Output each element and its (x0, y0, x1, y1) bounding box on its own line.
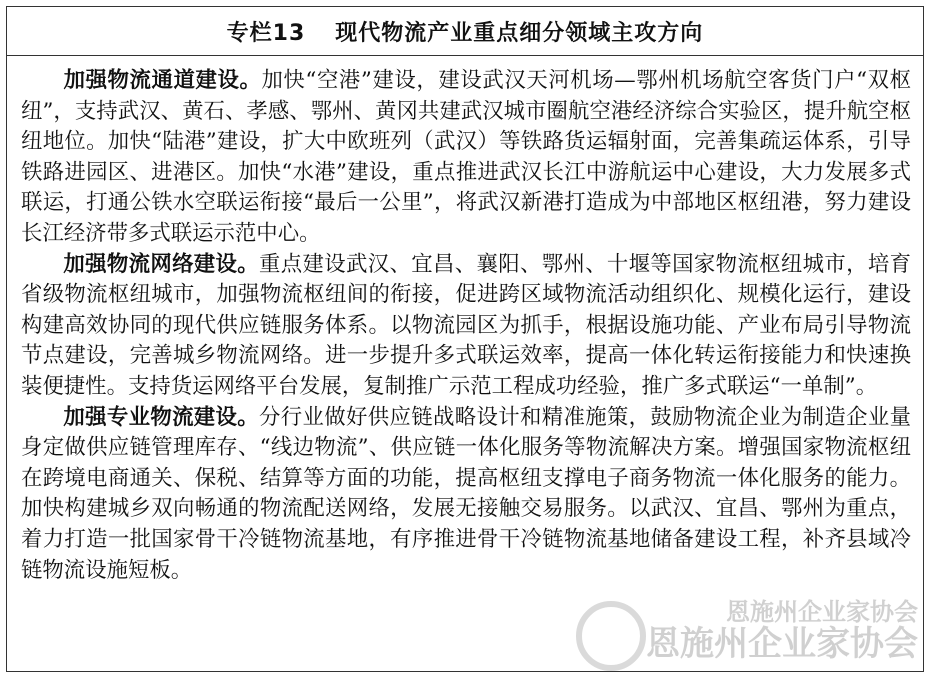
panel-body (7, 56, 923, 586)
watermark-line-2: 恩施州企业家协会 (646, 623, 918, 664)
watermark-logo-icon (576, 601, 646, 671)
paragraph-network (21, 250, 911, 403)
paragraph-lead: 加强专业物流建设。 (63, 404, 260, 430)
panel-header (7, 7, 923, 56)
feature-panel (6, 6, 924, 672)
panel-label: 专栏13 (226, 20, 306, 46)
paragraph-text: 分行业做好供应链战略设计和精准施策，鼓励物流企业为制造企业量身定做供应链管理库存、“线边物流”、供应链一体化服务等物流解决方案。增强国家物流枢纽在跨境电商通关、保税、结算等方面的功能，提高枢纽支撑电子商务物流一体化服务的能力。加快构建城乡双向畅通的物流配送网络，发展无接触交易服务。以武汉、宜昌、鄂州为重点，着力打造一批国家骨干冷链物流基地，有序推进骨干冷链物流基地储备建设工程，补齐县域冷链物流设施短板。 (21, 404, 911, 583)
paragraph-channel (21, 66, 911, 250)
paragraph-specialized (21, 403, 911, 587)
paragraph-text: 加快“空港”建设，建设武汉天河机场—鄂州机场航空客货门户“双枢纽”，支持武汉、黄石、孝感、鄂州、黄冈共建武汉城市圈航空港经济综合实验区，提升航空枢纽地位。加快“陆港”建设，扩大中欧班列（武汉）等铁路货运辐射面，完善集疏运体系，引导铁路进园区、进港区。加快“水港”建设，重点推进武汉长江中游航运中心建设，大力发展多式联运，打通公铁水空联运衔接“最后一公里”，将武汉新港打造成为中部地区枢纽港，努力建设长江经济带多式联运示范中心。 (21, 68, 911, 246)
watermark (646, 599, 918, 663)
paragraph-lead: 加强物流网络建设。 (63, 251, 260, 277)
watermark-line-1: 恩施州企业家协会 (726, 598, 918, 627)
paragraph-lead: 加强物流通道建设。 (63, 68, 262, 93)
panel-title: 现代物流产业重点细分领域主攻方向 (335, 20, 704, 46)
paragraph-text: 重点建设武汉、宜昌、襄阳、鄂州、十堰等国家物流枢纽城市，培育省级物流枢纽城市，加强物流枢纽间的衔接，促进跨区域物流活动组织化、规模化运行，建设构建高效协同的现代供应链服务体系。以物流园区为抓手，根据设施功能、产业布局引导物流节点建设，完善城乡物流网络。进一步提升多式联运效率，提高一体化转运衔接能力和快速换装便捷性。支持货运网络平台发展，复制推广示范工程成功经验，推广多式联运“一单制”。 (21, 251, 911, 399)
